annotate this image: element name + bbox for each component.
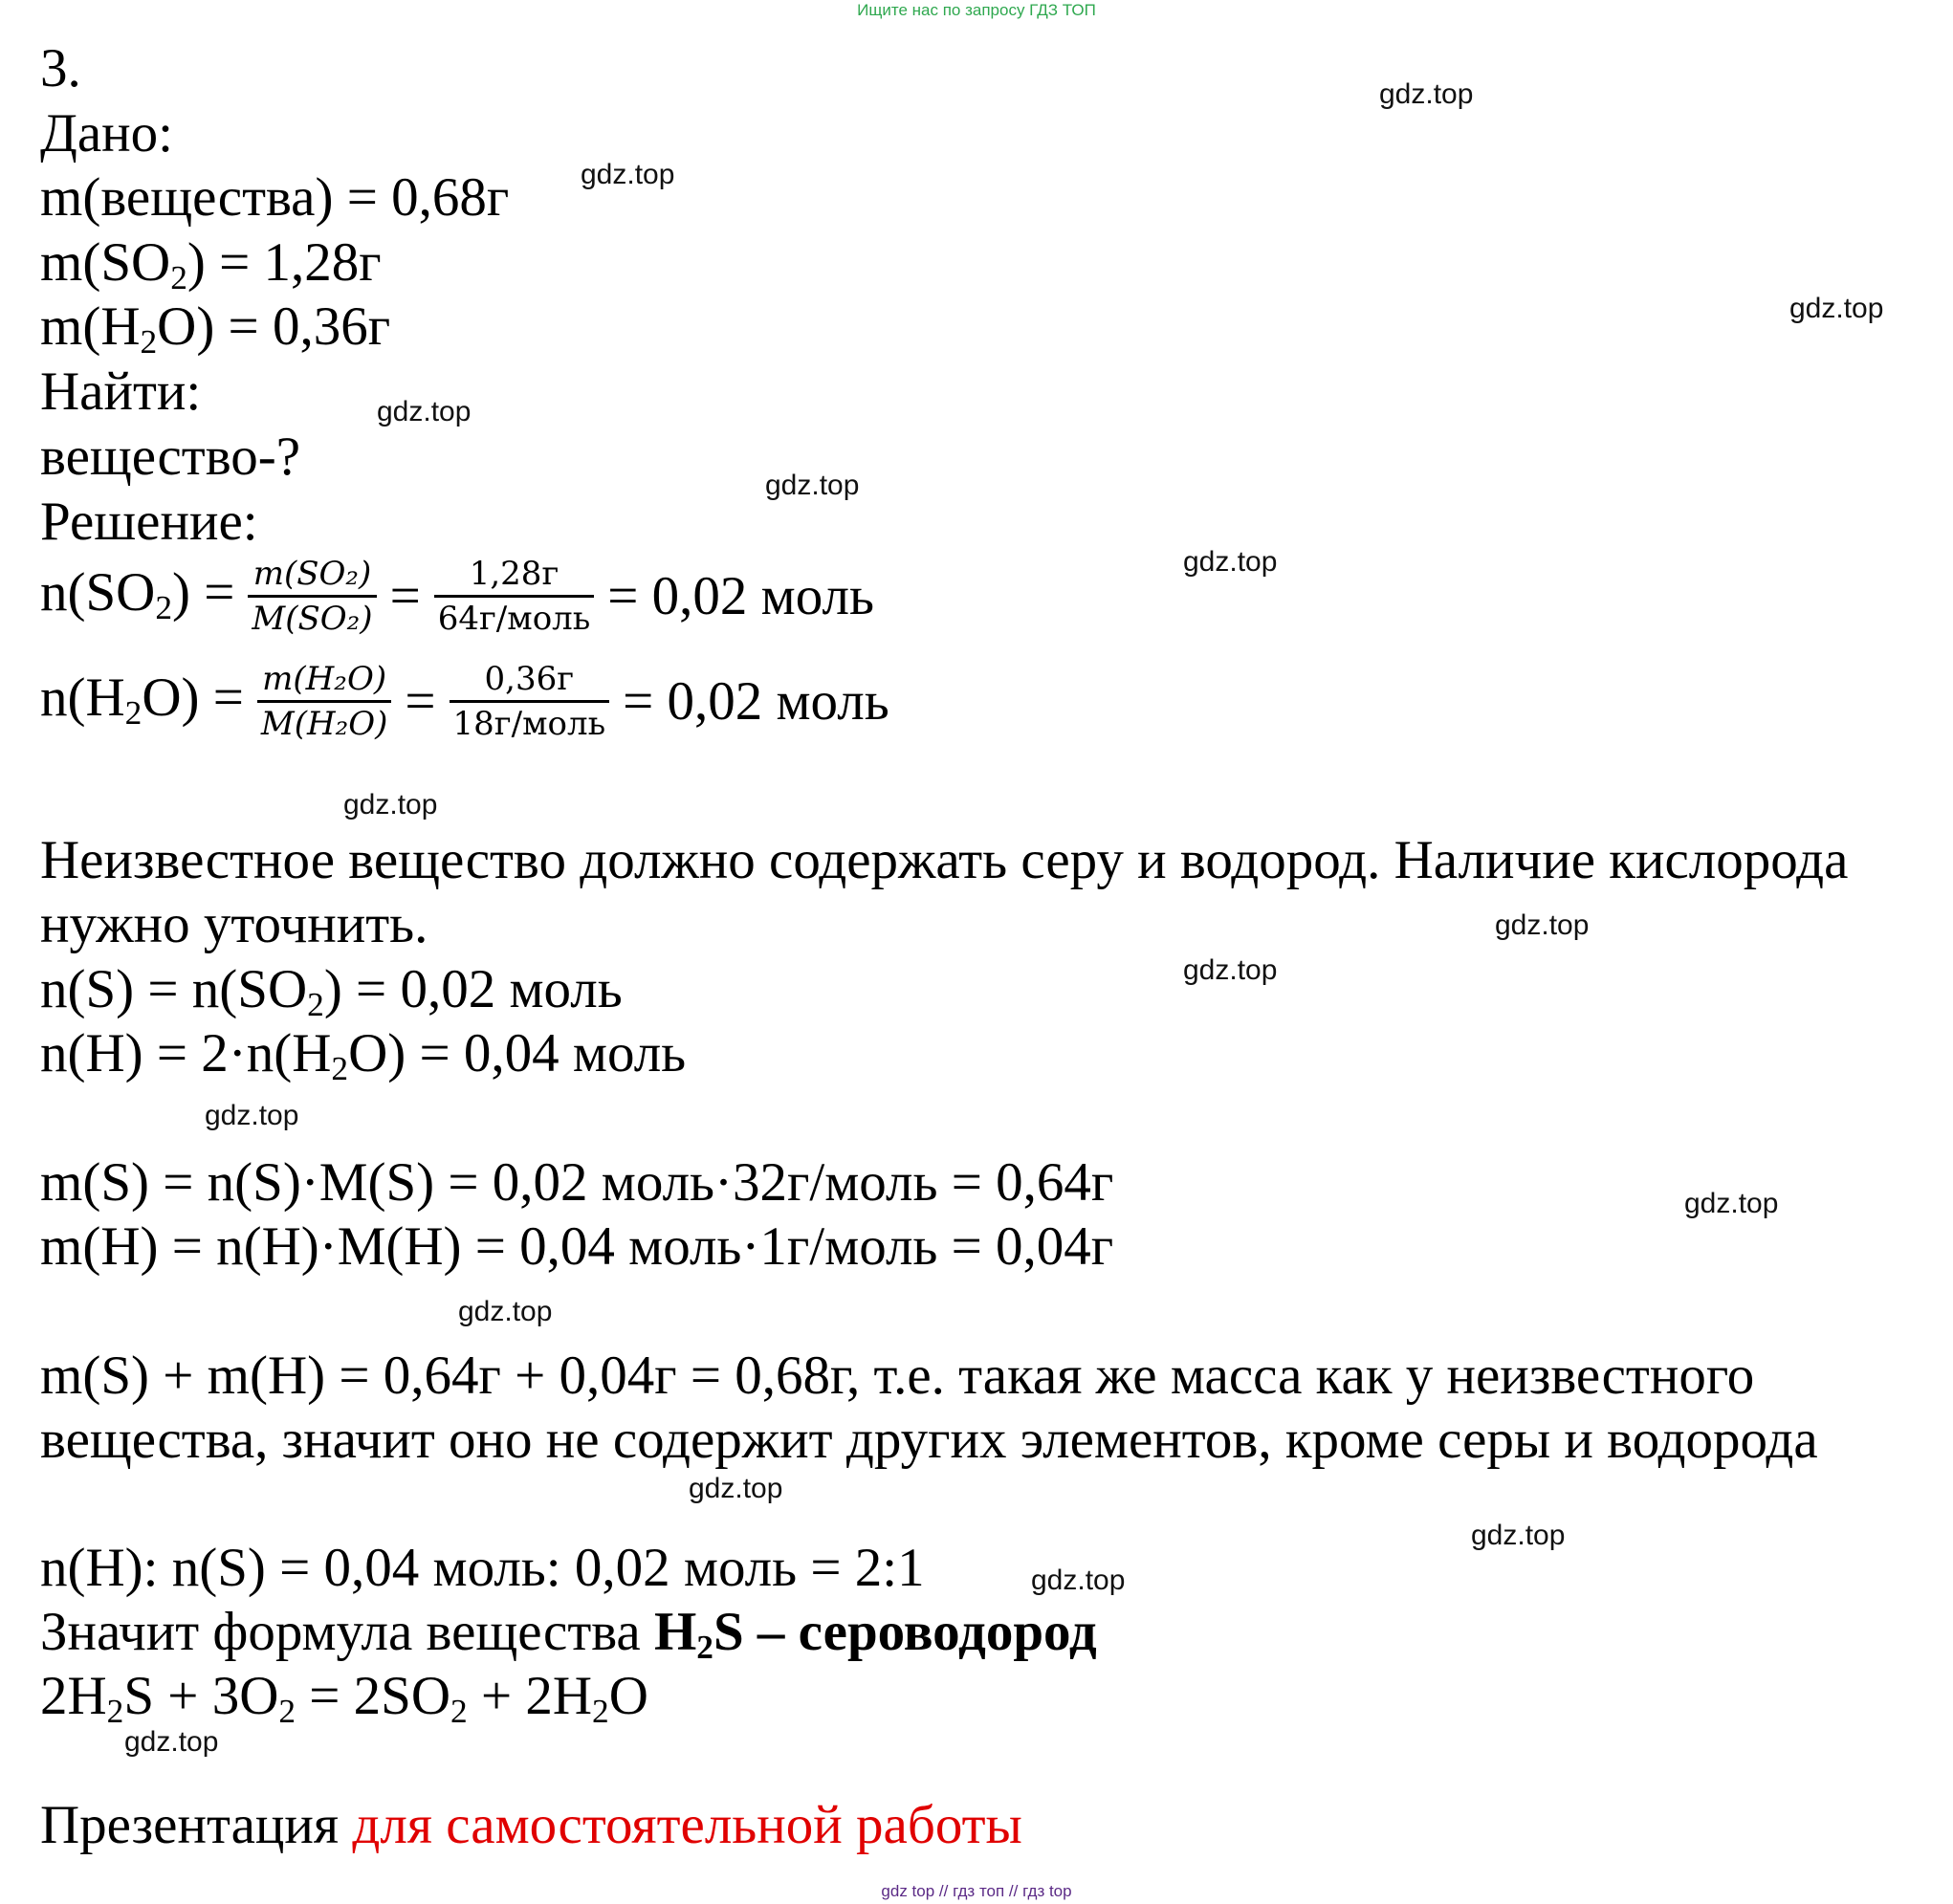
watermark: gdz.top — [124, 1726, 219, 1758]
watermark: gdz.top — [1471, 1520, 1566, 1551]
watermark: gdz.top — [1183, 546, 1278, 578]
watermark: gdz.top — [1495, 909, 1590, 941]
watermark: gdz.top — [581, 159, 675, 190]
watermark: gdz.top — [689, 1473, 783, 1504]
n-so2-fraction-numeric: $\frac{1,28г}{\text{64г/моль}}$ — [434, 553, 595, 640]
para2-line1: m(S) + m(H) = 0,64г + 0,04г = 0,68г, т.е. такая же масса как у неизвестного — [40, 1346, 1755, 1406]
search-banner: Ищите нас по запросу ГДЗ ТОП — [857, 1, 1096, 19]
given-heading: Дано: — [40, 103, 174, 164]
watermark: gdz.top — [1031, 1565, 1126, 1596]
m-h-line: m(H) = n(H)·M(H) = 0,04 моль·1г/моль = 0,04г — [40, 1216, 1114, 1277]
presentation-link[interactable]: для самостоятельной работы — [352, 1795, 1022, 1855]
watermark: gdz.top — [1684, 1188, 1779, 1219]
n-h2o-fraction-symbolic: $\frac{\text{m(H₂O)}}{\text{M(H₂O)}}$ — [257, 658, 392, 745]
given-mass-so2: m(SO2) = 1,28г — [40, 232, 382, 296]
n-h2o-formula: n(H2O) = $\frac{\text{m(H₂O)}}{\text{M(H₂O)}}$ = $\frac{0,36г}{\text{18г/моль}}$ = 0,02 моль — [40, 660, 889, 743]
presentation-line: Презентация для самостоятельной работы — [40, 1795, 1022, 1855]
para1-line2: нужно уточнить. — [40, 894, 428, 954]
watermark: gdz.top — [343, 789, 438, 821]
n-h2o-lhs: n(H2O) = — [40, 667, 244, 732]
n-h2o-result: = 0,02 моль — [623, 670, 889, 732]
m-s-line: m(S) = n(S)·M(S) = 0,02 моль·32г/моль = 0,64г — [40, 1152, 1114, 1213]
solution-heading: Решение: — [40, 492, 258, 552]
given-mass-h2o: m(H2O) = 0,36г — [40, 296, 391, 361]
n-so2-lhs: n(SO2) = — [40, 562, 235, 626]
ratio-line: n(H): n(S) = 0,04 моль: 0,02 моль = 2:1 — [40, 1538, 925, 1598]
n-h2o-fraction-numeric: $\frac{0,36г}{\text{18г/моль}}$ — [450, 658, 610, 745]
given-mass-substance: m(вещества) = 0,68г — [40, 167, 510, 228]
reaction-equation: 2H2S + 3O2 = 2SO2 + 2H2O — [40, 1666, 648, 1730]
find-target: вещество-? — [40, 427, 301, 487]
para1-line1: Неизвестное вещество должно содержать серу и водород. Наличие кислорода — [40, 830, 1849, 890]
watermark: gdz.top — [1789, 293, 1884, 324]
watermark: gdz.top — [1183, 954, 1278, 986]
n-h-line: n(H) = 2·n(H2O) = 0,04 моль — [40, 1023, 687, 1087]
watermark: gdz.top — [458, 1296, 553, 1327]
formula-h2s: H2S – сероводород — [653, 1602, 1097, 1666]
n-so2-result: = 0,02 моль — [607, 565, 874, 626]
n-so2-fraction-symbolic: $\frac{\text{m(SO₂)}}{\text{M(SO₂)}}$ — [248, 553, 376, 640]
watermark: gdz.top — [205, 1100, 299, 1131]
formula-conclusion: Значит формула вещества H2S – сероводород — [40, 1602, 1097, 1666]
task-number: 3. — [40, 38, 81, 98]
n-so2-formula: n(SO2) = $\frac{\text{m(SO₂)}}{\text{M(SO₂)}}$ = $\frac{1,28г}{\text{64г/моль}}$ = 0,02 моль — [40, 555, 874, 638]
footer-watermark: gdz top // гдз топ // гдз top — [881, 1882, 1072, 1900]
find-heading: Найти: — [40, 361, 202, 422]
n-s-line: n(S) = n(SO2) = 0,02 моль — [40, 959, 623, 1023]
watermark: gdz.top — [1379, 78, 1474, 110]
watermark: gdz.top — [765, 470, 860, 501]
watermark: gdz.top — [377, 396, 472, 427]
para2-line2: вещества, значит оно не содержит других элементов, кроме серы и водорода — [40, 1410, 1818, 1470]
